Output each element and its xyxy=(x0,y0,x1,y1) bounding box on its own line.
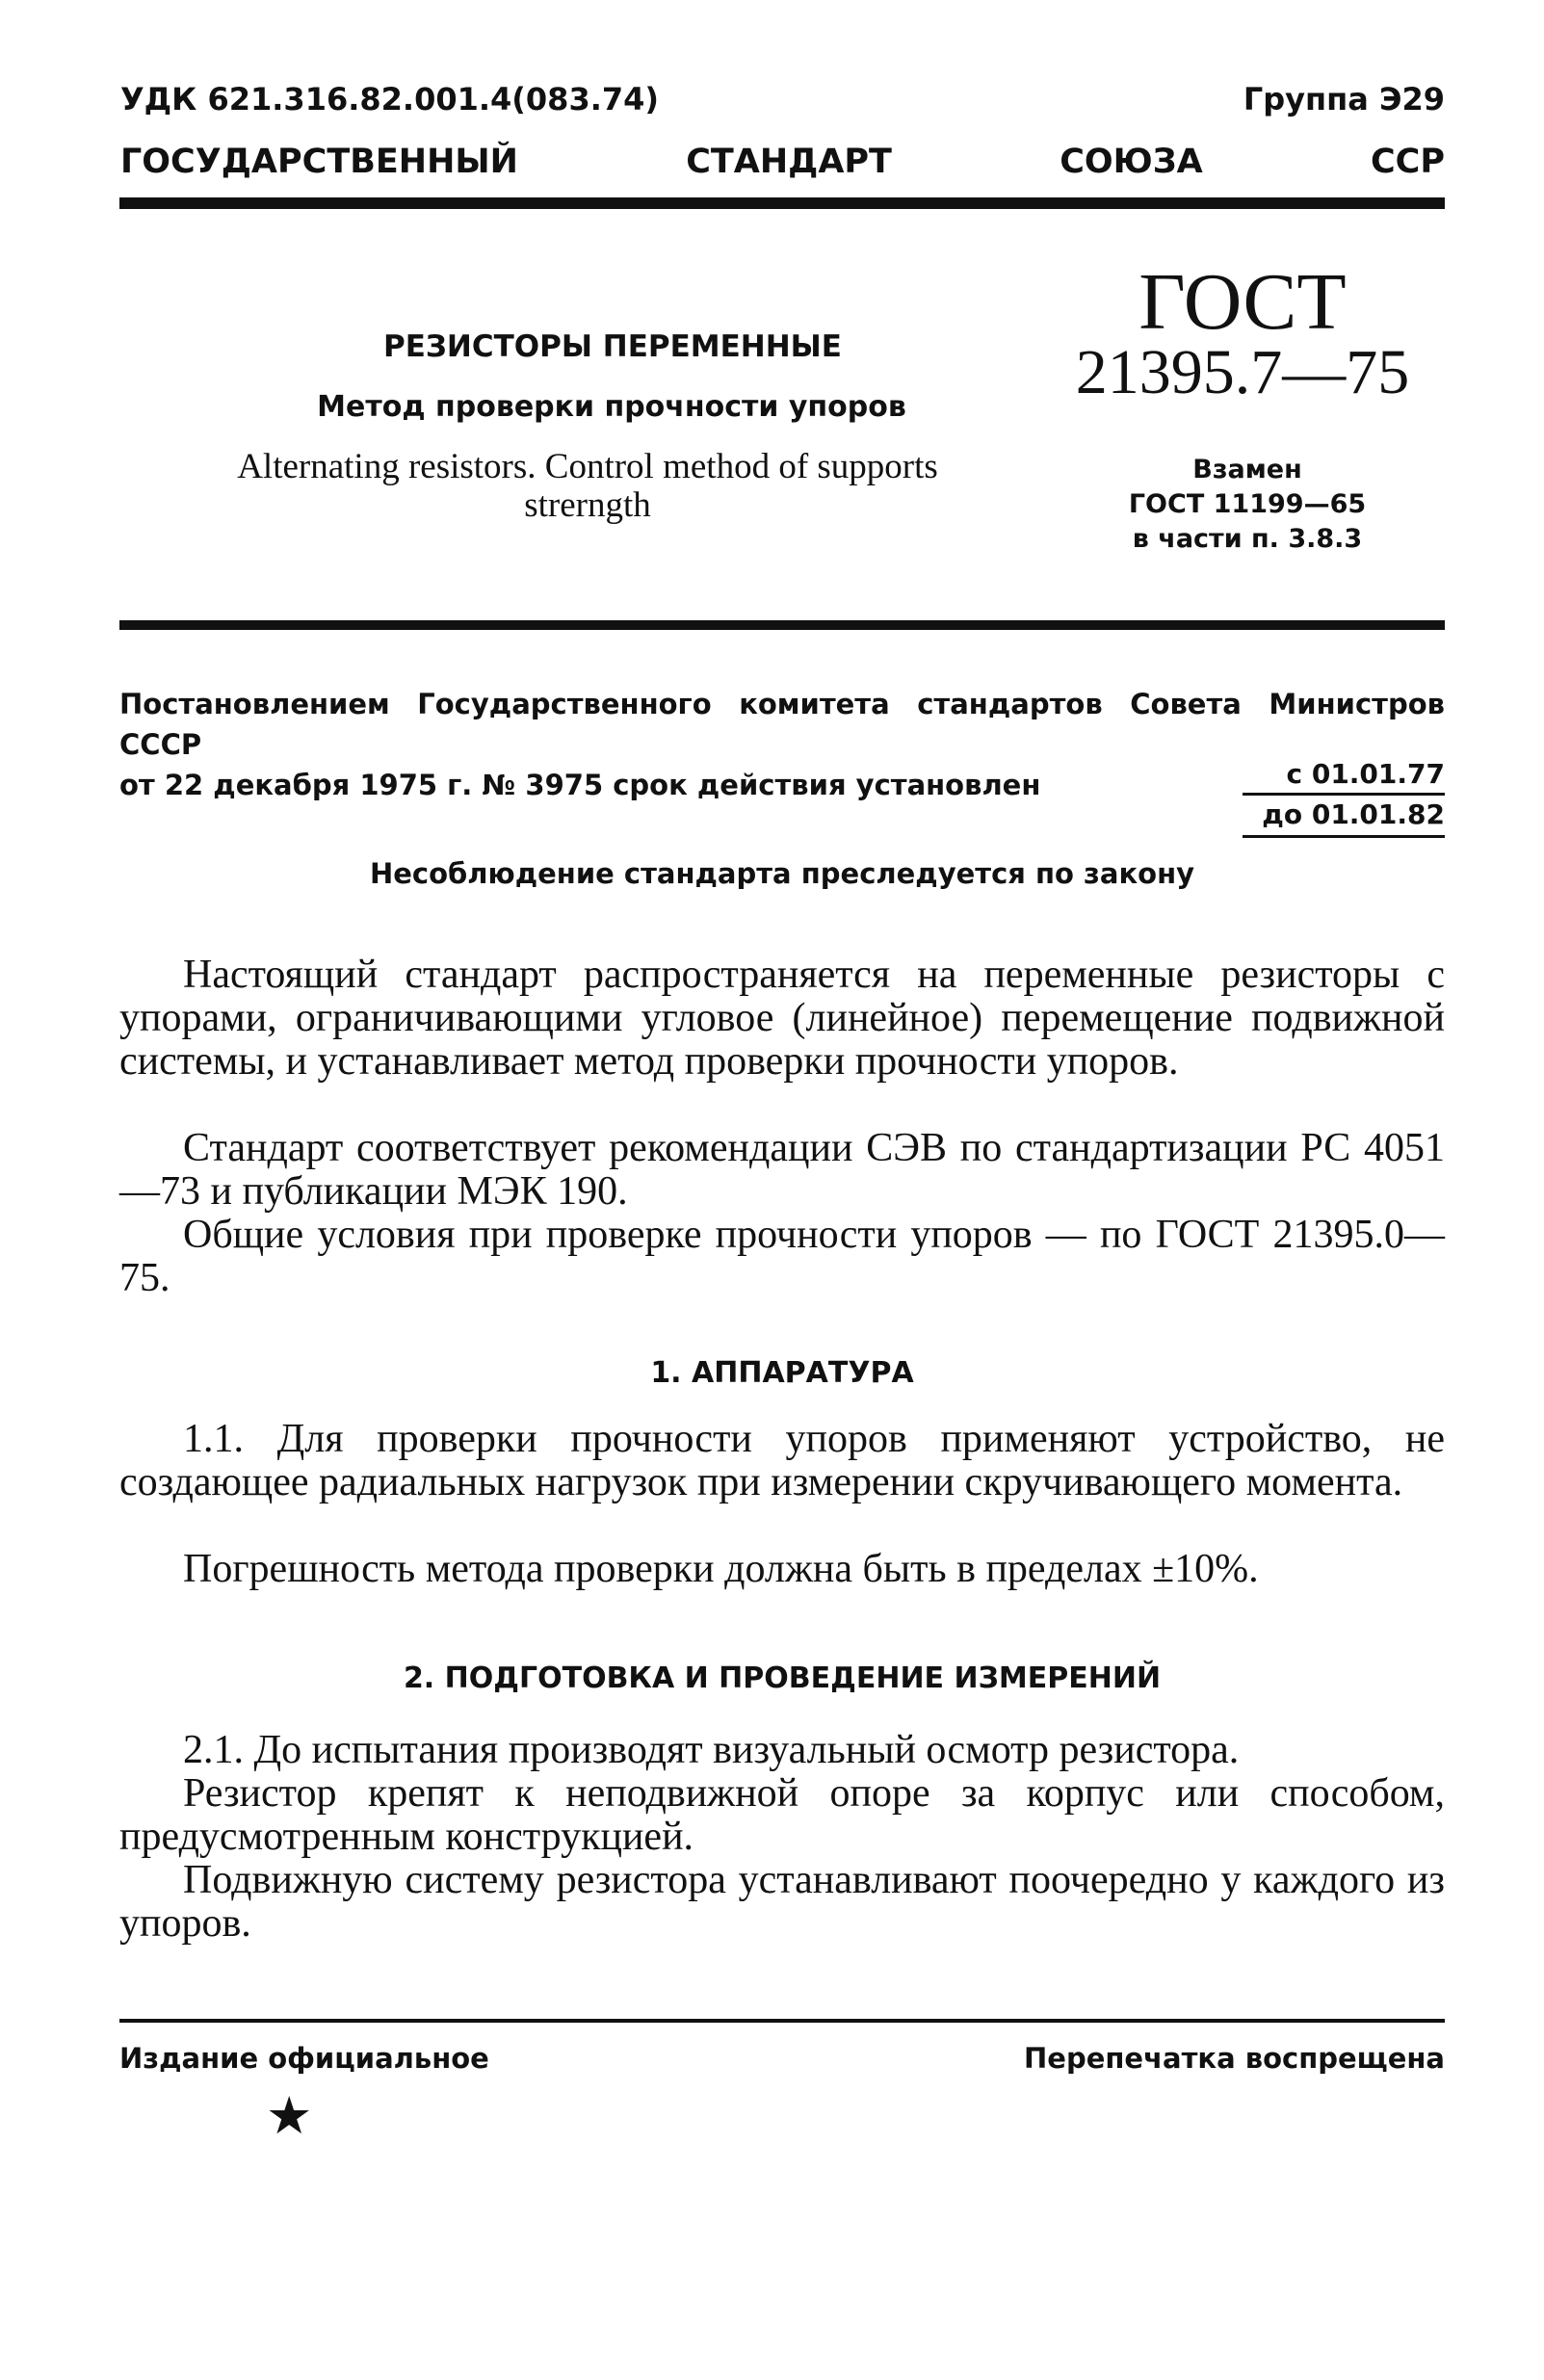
gost-label: ГОСТ xyxy=(1138,257,1347,347)
section-1-paragraph-2: Погрешность метода проверки должна быть в пределах ±10%. xyxy=(183,1547,1259,1591)
section-2-heading: 2. ПОДГОТОВКА И ПРОВЕДЕНИЕ ИЗМЕРЕНИЙ xyxy=(403,1661,1162,1695)
banner-word-2: СТАНДАРТ xyxy=(686,143,892,181)
title-en-line-1: Alternating resistors. Control method of supports xyxy=(237,447,938,486)
replaces-part: в части п. 3.8.3 xyxy=(1132,524,1363,554)
replaces-block xyxy=(1112,453,1382,557)
banner-word-1: ГОСУДАРСТВЕННЫЙ xyxy=(120,143,518,181)
intro-paragraph-2: Стандарт соответствует рекомендации СЭВ по стандартизации РС 4051—73 и публикации МЭК 190. xyxy=(119,1126,1445,1214)
title-rule xyxy=(119,620,1445,630)
date-from: с 01.01.77 xyxy=(1286,758,1445,790)
document-title: РЕЗИСТОРЫ ПЕРЕМЕННЫЕ xyxy=(383,329,842,364)
footer-rule xyxy=(119,2019,1445,2023)
document-title-english xyxy=(164,448,1011,525)
replaces-label: Взамен xyxy=(1192,455,1302,484)
decree-line-2: от 22 декабря 1975 г. № 3975 срок действия установлен xyxy=(119,769,1041,801)
section-1-heading: 1. АППАРАТУРА xyxy=(650,1356,914,1390)
gost-number: 21395.7—75 xyxy=(1075,337,1410,407)
document-subtitle: Метод проверки прочности упоров xyxy=(317,390,906,424)
udk-code: УДК 621.316.82.001.4(083.74) xyxy=(120,81,660,118)
replaces-gost: ГОСТ 11199—65 xyxy=(1128,489,1367,519)
violation-notice: Несоблюдение стандарта преследуется по закону xyxy=(369,857,1195,890)
group-code: Группа Э29 xyxy=(1243,81,1445,118)
banner-word-4: ССР xyxy=(1370,143,1445,181)
section-1-paragraph-1: 1.1. Для проверки прочности упоров применяют устройство, не создающее радиальных нагрузок при измерении скручивающего момента. xyxy=(119,1417,1445,1504)
reprint-prohibited: Перепечатка воспрещена xyxy=(1024,2042,1445,2075)
decree-line-1: Постановлением Государственного комитета стандартов Совета Министров СССР xyxy=(119,688,1445,761)
section-2-paragraph-2: Резистор крепят к неподвижной опоре за корпус или способом, предусмотренным конструкцией. xyxy=(119,1771,1445,1859)
date-to: до 01.01.82 xyxy=(1262,798,1445,830)
banner-word-3: СОЮЗА xyxy=(1060,143,1203,181)
star-icon: ★ xyxy=(266,2085,313,2146)
date-separator xyxy=(1243,793,1445,796)
intro-paragraph-3: Общие условия при проверке прочности упоров — по ГОСТ 21395.0—75. xyxy=(119,1213,1445,1300)
section-2-paragraph-3: Подвижную систему резистора устанавливают поочередно у каждого из упоров. xyxy=(119,1858,1445,1946)
date-underline xyxy=(1243,835,1445,838)
state-standard-banner xyxy=(120,143,1445,181)
section-2-paragraph-1: 2.1. До испытания производят визуальный осмотр резистора. xyxy=(183,1728,1240,1772)
intro-paragraph-1: Настоящий стандарт распространяется на переменные резисторы с упорами, ограничивающими угловое (линейное) перемещение подвижной системы, и устанавливает метод проверки прочности упоров. xyxy=(119,953,1445,1084)
title-en-line-2: strerngth xyxy=(524,485,651,525)
header-rule xyxy=(119,197,1445,209)
official-edition: Издание официальное xyxy=(119,2042,489,2075)
validity-dates xyxy=(1243,754,1445,835)
